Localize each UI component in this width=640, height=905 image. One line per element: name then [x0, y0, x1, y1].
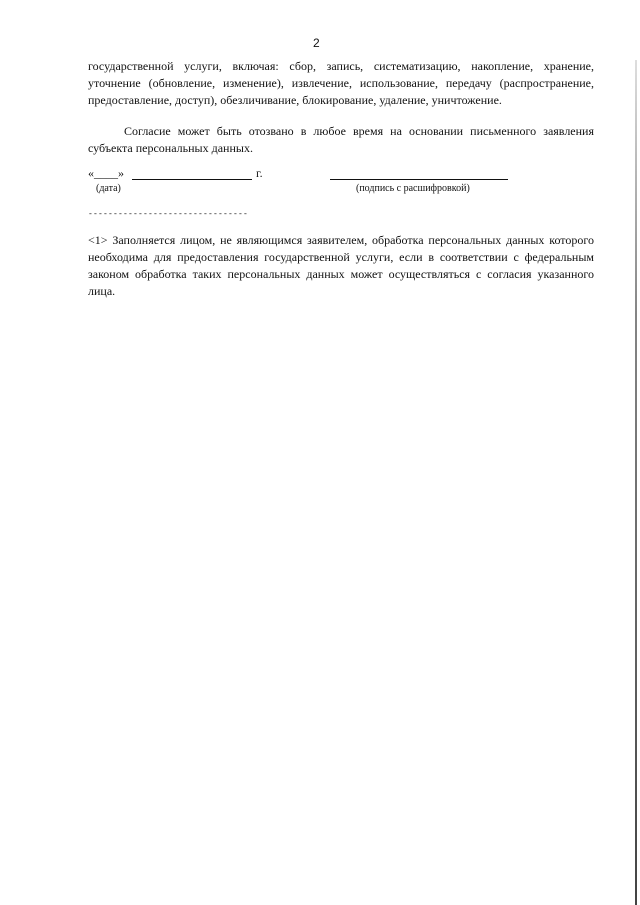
- signature-line: [330, 179, 508, 180]
- signature-caption: (подпись с расшифровкой): [356, 183, 470, 194]
- footnote-text: <1> Заполняется лицом, не являющимся заявителем, обработка персональных данных которого необходима для предоставления государственной услуги, если в соответствии с федеральным законом обработка таких персональных данных может осуществляться с согласия указанного лица.: [88, 233, 594, 298]
- footnote-separator: --------------------------------: [88, 210, 249, 219]
- year-suffix: г.: [256, 166, 263, 180]
- date-month-line: [132, 179, 252, 180]
- signature-block: [88, 166, 594, 202]
- consent-actions-paragraph: государственной услуги, включая: сбор, запись, систематизацию, накопление, хранение, уточнение (обновление, изменение), извлечение, использование, передачу (распространение, предоставление, доступ), обезличивание, блокирование, удаление, уничтожение.: [88, 59, 594, 107]
- date-caption: (дата): [96, 183, 121, 194]
- date-day-placeholder: «____»: [88, 166, 124, 180]
- revocation-paragraph: Согласие может быть отозвано в любое время на основании письменного заявления субъекта персональных данных.: [88, 124, 594, 155]
- page-number: 2: [313, 36, 320, 50]
- scan-edge-shadow: [635, 60, 637, 905]
